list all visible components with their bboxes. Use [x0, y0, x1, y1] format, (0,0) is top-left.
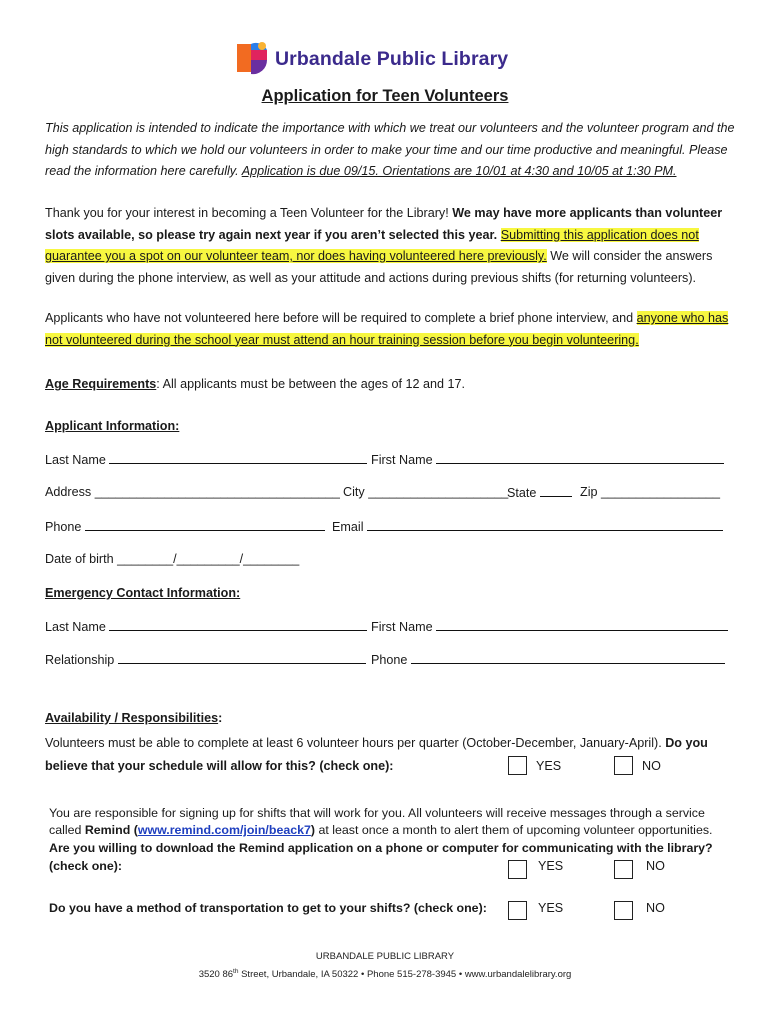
applicant-state-field[interactable]: [540, 485, 572, 497]
availability-text: [45, 736, 708, 750]
applicant-address-row[interactable]: [45, 485, 340, 499]
remind-yes-checkbox[interactable]: [508, 860, 527, 879]
applicant-phone-field[interactable]: [85, 519, 325, 531]
emergency-last-name-row: [45, 619, 367, 634]
due-date-text: Application is due 09/15. Orientations are 10/01 at 4:30 and 10/05 at 1:30 PM.: [241, 164, 677, 178]
training-highlight: anyone who has not volunteered during the school year must attend an hour training session before you begin volunteering.: [45, 311, 729, 347]
page-title: Application for Teen Volunteers: [261, 87, 509, 105]
thanks-highlight: Submitting this application does not guarantee you a spot on our volunteer team, nor does having volunteered here previously.: [45, 227, 699, 263]
transport-yes-checkbox[interactable]: [508, 901, 527, 920]
remind-called: called: [49, 823, 85, 837]
applicant-last-name-label: Last Name: [45, 453, 106, 467]
remind-check-label: (check one):: [49, 859, 122, 873]
availability-heading: Availability / Responsibilities: [45, 711, 219, 725]
transport-yes-label: YES: [538, 901, 564, 915]
age-label: Age Requirements: [45, 377, 157, 391]
remind-link[interactable]: www.remind.com/join/beack7: [137, 823, 311, 837]
remind-question-text: Are you willing to download the Remind application on a phone or computer for communicating with the library?: [49, 841, 713, 855]
library-logo-icon: [235, 40, 271, 76]
emergency-first-name-row: [371, 619, 728, 634]
availability-question-a: Do you: [665, 736, 708, 750]
applicant-first-name-field[interactable]: [436, 452, 724, 464]
intro-paragraph: [45, 118, 735, 183]
remind-text-line1: You are responsible for signing up for shifts that will work for you. All volunteers will receive messages through a service: [49, 806, 705, 820]
transport-no-checkbox[interactable]: [614, 901, 633, 920]
emergency-relationship-row: [45, 652, 366, 667]
schedule-no-checkbox[interactable]: [614, 756, 633, 775]
applicant-dob-row[interactable]: [45, 552, 299, 566]
applicant-address-field[interactable]: Address ___________________________________: [45, 485, 340, 499]
thanks-warning: We may have more applicants than volunteer slots available, so please try again next year if you aren’t selected this year.: [45, 206, 723, 242]
remind-close: ): [310, 823, 316, 837]
applicant-first-name-row: [371, 452, 724, 467]
applicant-last-name-row: [45, 452, 367, 467]
applicant-city-field[interactable]: City ____________________: [343, 485, 509, 499]
remind-no-label: NO: [646, 859, 665, 873]
applicant-email-field[interactable]: [367, 519, 723, 531]
remind-no-checkbox[interactable]: [614, 860, 633, 879]
thanks-intro: Thank you for your interest in becoming a Teen Volunteer for the Library!: [45, 206, 453, 220]
applicant-first-name-label: First Name: [371, 453, 433, 467]
applicant-state-label: State: [507, 486, 537, 500]
new-applicants-paragraph: [45, 308, 735, 351]
remind-check-row: [49, 859, 122, 873]
emergency-heading: Emergency Contact Information:: [45, 586, 241, 600]
applicant-email-row: [332, 519, 723, 534]
age-requirements: [45, 374, 735, 396]
schedule-yes-label: YES: [536, 759, 562, 773]
applicant-dob-field[interactable]: Date of birth ________/_________/________: [45, 552, 300, 566]
library-name: Urbandale Public Library: [275, 48, 509, 70]
age-text: : All applicants must be between the ages of 12 and 17.: [156, 377, 466, 391]
applicant-last-name-field[interactable]: [109, 452, 367, 464]
transport-question: [49, 901, 487, 915]
remind-question: [49, 841, 713, 855]
availability-hours-text: Volunteers must be able to complete at least 6 volunteer hours per quarter (October-December, January-April).: [45, 736, 666, 750]
transport-question-text: Do you have a method of transportation to get to your shifts? (check one):: [49, 901, 487, 915]
applicant-phone-label: Phone: [45, 520, 82, 534]
availability-question-row: [45, 759, 394, 773]
emergency-first-name-field[interactable]: [436, 619, 728, 631]
intro-text: This application is intended to indicate the importance with which we treat our volunteers and the volunteer program and the high standards to which we hold our volunteers in order to make your time and our time productive and meaningful. Please read the information here carefully.: [45, 121, 735, 178]
footer-address-b: Street, Urbandale, IA 50322 • Phone 515-278-3945 • www.urbandalelibrary.org: [238, 969, 572, 981]
thanks-paragraph: [45, 203, 735, 289]
applicant-zip-field[interactable]: Zip _________________: [580, 485, 721, 499]
schedule-yes-checkbox[interactable]: [508, 756, 527, 775]
schedule-no-label: NO: [642, 759, 661, 773]
new-applicants-text: Applicants who have not volunteered here before will be required to complete a brief phone interview, and: [45, 311, 637, 325]
emergency-last-name-label: Last Name: [45, 620, 106, 634]
remind-rest: at least once a month to alert them of upcoming volunteer opportunities.: [315, 823, 713, 837]
applicant-heading: Applicant Information:: [45, 419, 180, 433]
emergency-phone-row: [371, 652, 725, 667]
applicant-city-row[interactable]: [343, 485, 508, 499]
availability-colon: :: [218, 711, 223, 725]
emergency-first-name-label: First Name: [371, 620, 433, 634]
remind-name: Remind (: [84, 823, 138, 837]
thanks-closing: We will consider the answers given during the phone interview, as well as your attitude and actions during previous shifts (for returning volunteers).: [45, 249, 713, 285]
applicant-zip-row[interactable]: [580, 485, 720, 499]
emergency-last-name-field[interactable]: [109, 619, 367, 631]
emergency-phone-label: Phone: [371, 653, 408, 667]
footer-address-a: 3520 86: [198, 969, 234, 981]
emergency-relationship-field[interactable]: [118, 652, 366, 664]
availability-heading-row: [45, 711, 222, 725]
emergency-relationship-label: Relationship: [45, 653, 115, 667]
remind-yes-label: YES: [538, 859, 564, 873]
library-logo: [235, 40, 535, 76]
footer-contact: [0, 968, 770, 980]
remind-text-line2: [49, 823, 712, 837]
emergency-phone-field[interactable]: [411, 652, 725, 664]
applicant-email-label: Email: [332, 520, 364, 534]
availability-question-b: believe that your schedule will allow for this? (check one):: [45, 759, 394, 773]
applicant-state-row: [507, 485, 572, 500]
transport-no-label: NO: [646, 901, 665, 915]
footer-library-name: URBANDALE PUBLIC LIBRARY: [315, 951, 455, 962]
footer-sup: th: [233, 968, 239, 975]
applicant-phone-row: [45, 519, 325, 534]
